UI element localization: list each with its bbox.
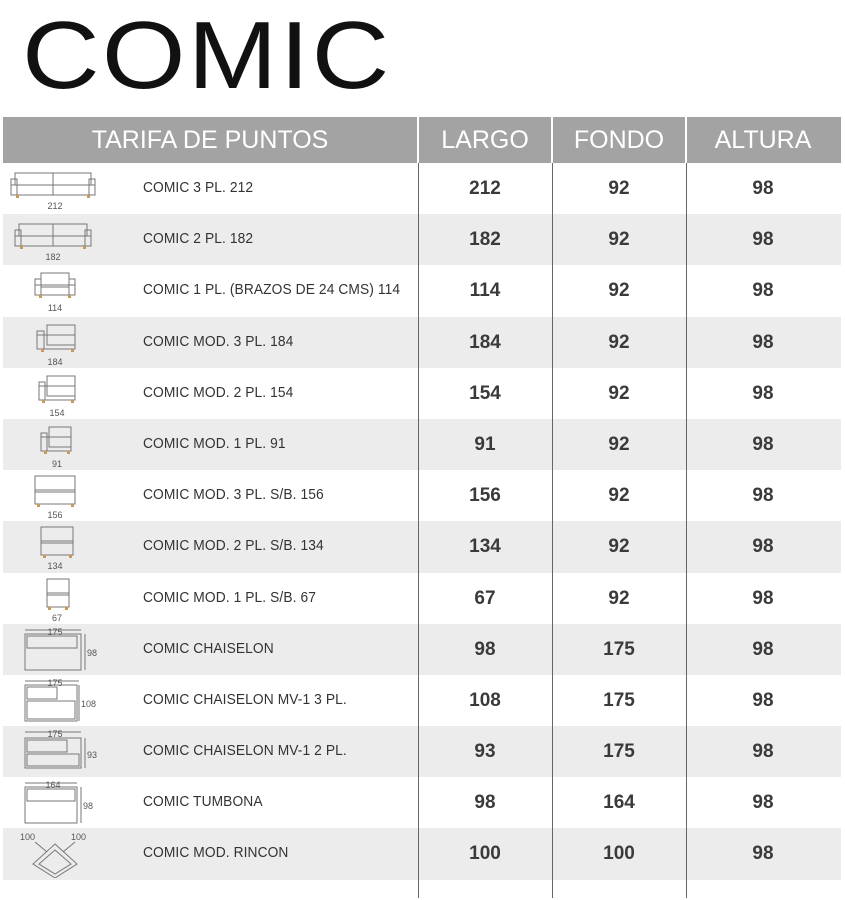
fondo-value: 175: [603, 689, 635, 711]
module-3-seat-arm-icon: [7, 319, 103, 367]
altura-value: 98: [752, 280, 774, 302]
product-name: COMIC MOD. 3 PL. S/B. 156: [143, 487, 324, 504]
icon-dimension-label: 91: [51, 458, 63, 469]
module-3-seat-armless-icon: [7, 472, 103, 520]
product-name: COMIC MOD. 2 PL. 154: [143, 384, 294, 401]
table-row: [3, 675, 841, 726]
table-row: [3, 726, 841, 777]
sofa-2-seat-icon: [7, 216, 103, 264]
column-divider: [418, 163, 419, 898]
module-1-seat-armless-icon: [7, 575, 103, 623]
fondo-value: 175: [603, 741, 635, 763]
sofa-3-seat-icon: [7, 165, 103, 213]
altura-value: 98: [752, 587, 774, 609]
product-name: COMIC CHAISELON: [143, 640, 274, 657]
largo-value: 98: [474, 638, 496, 660]
icon-dimension-label: 212: [47, 201, 63, 211]
largo-value: 182: [469, 229, 501, 251]
altura-value: 98: [752, 536, 774, 558]
largo-value: 184: [469, 331, 501, 353]
table-row: [3, 624, 841, 675]
product-name: COMIC TUMBONA: [143, 794, 263, 811]
altura-value: 98: [752, 382, 774, 404]
largo-value: 93: [474, 741, 496, 763]
largo-value: 212: [469, 178, 501, 199]
product-name: COMIC MOD. 1 PL. S/B. 67: [143, 589, 316, 606]
fondo-value: 92: [608, 587, 630, 609]
icon-dimension-label: 134: [47, 561, 63, 572]
chaiselon-mv1-2-icon: [7, 728, 103, 776]
altura-value: 98: [752, 433, 774, 455]
header-divider: [551, 117, 553, 163]
product-name: COMIC CHAISELON MV-1 2 PL.: [143, 743, 347, 760]
icon-dimension-label: 93: [87, 750, 98, 761]
table-row: [3, 368, 841, 419]
chaiselon-icon: [7, 626, 103, 674]
altura-value: 98: [752, 741, 774, 763]
largo-value: 91: [474, 433, 496, 455]
fondo-value: 92: [608, 536, 630, 558]
chaiselon-mv1-3-icon: [7, 677, 103, 725]
icon-dimension-label: 175: [47, 729, 63, 740]
column-divider: [686, 163, 687, 898]
icon-dimension-label: 108: [81, 698, 97, 709]
icon-dimension-label: 182: [45, 252, 61, 263]
table-row: [3, 214, 841, 265]
altura-value: 98: [752, 485, 774, 507]
icon-dimension-label: 98: [87, 647, 98, 658]
largo-value: 134: [469, 536, 501, 558]
icon-dimension-label: 156: [47, 510, 63, 521]
product-name: COMIC MOD. RINCON: [143, 845, 289, 862]
brand-title: COMIC: [22, 2, 392, 109]
icon-dimension-label: 175: [47, 677, 63, 688]
largo-value: 100: [469, 843, 501, 865]
header-largo: LARGO: [441, 126, 529, 154]
table-row: [3, 828, 841, 879]
table-header: [3, 117, 841, 163]
table-row: [3, 470, 841, 521]
tumbona-icon: [7, 779, 103, 827]
altura-value: 98: [752, 689, 774, 711]
table-row: [3, 573, 841, 624]
fondo-value: 92: [608, 433, 630, 455]
icon-dimension-label: 154: [49, 407, 65, 418]
header-altura: ALTURA: [714, 126, 812, 154]
icon-dimension-label: 114: [47, 303, 63, 314]
icon-dimension-label: 175: [47, 626, 63, 637]
product-name: COMIC MOD. 2 PL. S/B. 134: [143, 538, 324, 555]
altura-value: 98: [752, 792, 774, 814]
fondo-value: 92: [608, 485, 630, 507]
price-table: [3, 117, 841, 880]
header-tarifa: TARIFA DE PUNTOS: [91, 126, 329, 154]
table-row: [3, 317, 841, 368]
largo-value: 156: [469, 485, 501, 507]
altura-value: 98: [752, 331, 774, 353]
fondo-value: 92: [608, 382, 630, 404]
largo-value: 108: [469, 689, 501, 711]
fondo-value: 175: [603, 638, 635, 660]
table-body: [3, 163, 841, 880]
altura-value: 98: [752, 229, 774, 251]
fondo-value: 92: [608, 280, 630, 302]
corner-module-icon: [7, 830, 103, 878]
table-row: [3, 265, 841, 316]
module-1-seat-arm-icon: [7, 421, 103, 469]
product-name: COMIC CHAISELON MV-1 3 PL.: [143, 691, 347, 708]
fondo-value: 92: [608, 229, 630, 251]
fondo-value: 164: [603, 792, 635, 814]
armchair-icon: [7, 267, 103, 315]
module-2-seat-armless-icon: [7, 523, 103, 571]
altura-value: 98: [752, 178, 774, 199]
header-fondo: FONDO: [573, 126, 665, 154]
largo-value: 98: [474, 792, 496, 814]
icon-dimension-label: 164: [45, 780, 61, 791]
icon-dimension-label: 100: [71, 832, 87, 843]
icon-dimension-label: 184: [47, 356, 63, 367]
table-row: [3, 521, 841, 572]
icon-dimension-label: 67: [51, 612, 63, 623]
fondo-value: 100: [603, 843, 635, 865]
table-row: [3, 163, 841, 214]
table-row: [3, 777, 841, 828]
fondo-value: 92: [608, 331, 630, 353]
product-name: COMIC MOD. 3 PL. 184: [143, 333, 294, 350]
largo-value: 67: [474, 587, 496, 609]
icon-dimension-label: 98: [83, 801, 94, 812]
header-divider: [685, 117, 687, 163]
largo-value: 114: [469, 280, 501, 302]
product-name: COMIC 3 PL. 212: [143, 180, 254, 196]
product-name: COMIC MOD. 1 PL. 91: [143, 435, 286, 452]
header-divider: [417, 117, 419, 163]
fondo-value: 92: [608, 178, 630, 199]
table-row: [3, 419, 841, 470]
product-name: COMIC 1 PL. (BRAZOS DE 24 CMS) 114: [143, 282, 401, 299]
altura-value: 98: [752, 638, 774, 660]
module-2-seat-arm-icon: [7, 370, 103, 418]
largo-value: 154: [469, 382, 501, 404]
altura-value: 98: [752, 843, 774, 865]
column-divider: [552, 163, 553, 898]
product-name: COMIC 2 PL. 182: [143, 231, 254, 248]
icon-dimension-label: 100: [19, 832, 35, 843]
